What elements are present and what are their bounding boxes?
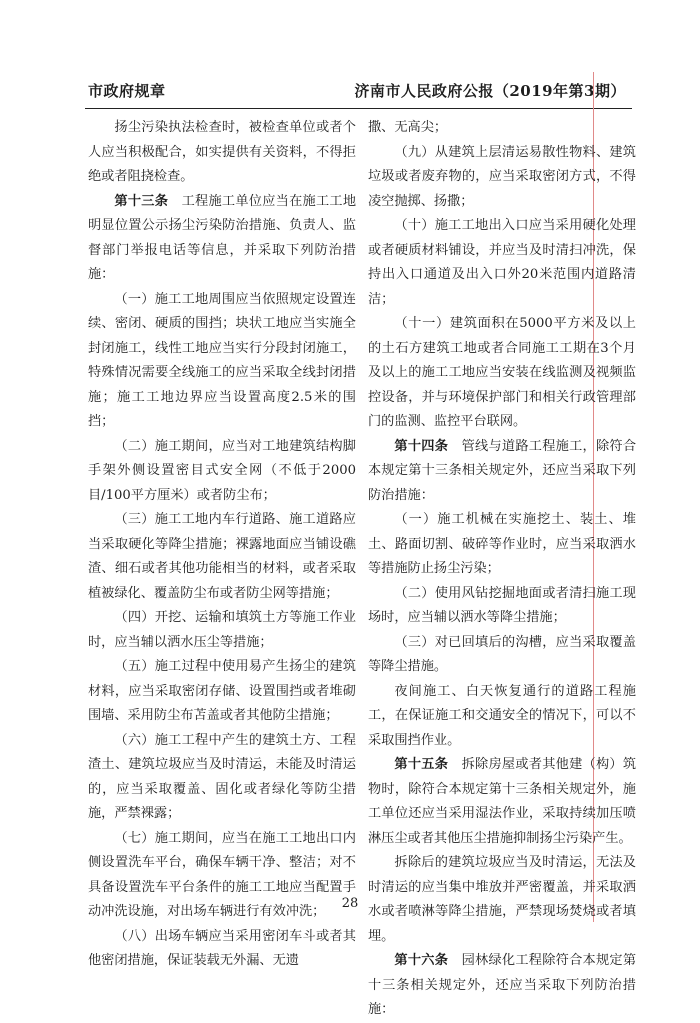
paragraph — [368, 753, 636, 851]
paragraph-text: 园林绿化工程除符合本规定第十三条相关规定外，还应当采取下列防治措施： — [368, 953, 637, 1017]
paragraph — [88, 606, 356, 655]
paragraph-text: （十）施工工地出入口应当采用硬化处理或者硬质材料铺设，并应当及时清扫冲洗，保持出入口通道及出入口外20米范围内道路清洁； — [368, 218, 636, 307]
paragraph-text: （一）施工工地周围应当依照规定设置连续、密闭、硬质的围挡；块状工地应当实施全封闭施工，线性工地应当实行分段封闭施工，特殊情况需要全线施工的应当采取全线封闭措施；施工工地边界应当设置高度2.5米的围挡； — [88, 291, 356, 429]
paragraph-text: （三）施工工地内车行道路、施工道路应当采取硬化等降尘措施；裸露地面应当铺设礁渣、细石或者其他功能相当的材料，或者采取植被绿化、覆盖防尘布或者防尘网等措施； — [88, 512, 356, 601]
paragraph — [368, 582, 636, 631]
paragraph — [368, 508, 636, 582]
paragraph — [88, 116, 356, 190]
paragraph — [88, 288, 356, 435]
paragraph-text: （五）施工过程中使用易产生扬尘的建筑材料，应当采取密闭存储、设置围挡或者堆砌围墙、采用防尘布苫盖或者其他防尘措施； — [88, 659, 356, 723]
paragraph-text: （三）对已回填后的沟槽，应当采取覆盖等降尘措施。 — [368, 634, 636, 674]
paragraph — [368, 312, 636, 435]
paragraph — [88, 508, 356, 606]
paragraph-text: 拆除房屋或者其他建（构）筑物时，除符合本规定第十三条相关规定外，施工单位还应当采用湿法作业，采取持续加压喷淋压尘或者其他压尘措施抑制扬尘污染产生。 — [368, 757, 637, 846]
paragraph — [88, 190, 356, 288]
paragraph-text: （十一）建筑面积在5000平方米及以上的土石方建筑工地或者合同施工工期在3个月及以上的施工工地应当安装在线监测及视频监控设备，并与环境保护部门和相关行政管理部门的监测、监控平台联网。 — [368, 316, 636, 429]
left-column — [88, 116, 356, 974]
paragraph — [88, 435, 356, 509]
paragraph — [88, 655, 356, 729]
paragraph-text: 管线与道路工程施工，除符合本规定第十三条相关规定外，还应当采取下列防治措施： — [368, 438, 637, 503]
paragraph-text: （六）施工工程中产生的建筑土方、工程渣土、建筑垃圾应当及时清运，未能及时清运的，应当采取覆盖、固化或者绿化等防尘措施，严禁裸露； — [88, 732, 356, 821]
paragraph — [368, 631, 636, 680]
paragraph — [368, 214, 636, 312]
paragraph-text: （二）施工期间，应当对工地建筑结构脚手架外侧设置密目式安全网（不低于2000目/100平方厘米）或者防尘布； — [88, 438, 356, 503]
article-title: 第十六条 — [394, 953, 449, 968]
paragraph-text: （二）使用风钻挖掘地面或者清扫施工现场时，应当辅以洒水等降尘措施； — [368, 585, 636, 625]
publication-header: 济南市人民政府公报（2019年第3期） — [354, 82, 626, 100]
paragraph — [368, 116, 636, 141]
paragraph-text: 工程施工单位应当在施工工地明显位置公示扬尘污染防治措施、负责人、监督部门举报电话等信息，并采取下列防治措施： — [88, 193, 357, 282]
paragraph-text: 拆除后的建筑垃圾应当及时清运，无法及时清运的应当集中堆放并严密覆盖，并采取洒水或者喷淋等降尘措施，严禁现场焚烧或者填埋。 — [368, 855, 636, 944]
section-header: 市政府规章 — [88, 82, 166, 100]
paragraph — [88, 925, 356, 974]
paragraph — [88, 729, 356, 827]
header-divider — [85, 108, 632, 109]
article-title: 第十四条 — [394, 438, 449, 454]
paragraph-text: （一）施工机械在实施挖土、装土、堆土、路面切割、破碎等作业时，应当采取洒水等措施防止扬尘污染； — [368, 512, 636, 576]
paragraph-text: 夜间施工、白天恢复通行的道路工程施工，在保证施工和交通安全的情况下，可以不采取围挡作业。 — [368, 683, 636, 748]
page-number: 28 — [341, 896, 359, 911]
article-title: 第十五条 — [394, 757, 449, 772]
paragraph-text: 撒、无高尖； — [368, 120, 448, 135]
paragraph — [368, 435, 636, 509]
paragraph-text: （九）从建筑上层清运易散性物料、建筑垃圾或者废弃物的，应当采取密闭方式，不得凌空抛掷、扬撒； — [368, 144, 636, 209]
paragraph-text: （八）出场车辆应当采用密闭车斗或者其他密闭措施，保证装载无外漏、无遗 — [88, 928, 356, 968]
paragraph-text: （七）施工期间，应当在施工工地出口内侧设置洗车平台，确保车辆干净、整洁；对不具备设置洗车平台条件的施工工地应当配置手动冲洗设施，对出场车辆进行有效冲洗； — [88, 830, 356, 919]
article-title: 第十三条 — [114, 193, 169, 209]
paragraph-text: 扬尘污染执法检查时，被检查单位或者个人应当积极配合，如实提供有关资料，不得拒绝或者阻挠检查。 — [88, 120, 356, 184]
paragraph — [368, 141, 636, 215]
right-column — [368, 116, 636, 1023]
paragraph — [368, 680, 636, 754]
paragraph — [368, 949, 636, 1023]
paragraph-text: （四）开挖、运输和填筑土方等施工作业时，应当辅以洒水压尘等措施； — [88, 610, 356, 650]
